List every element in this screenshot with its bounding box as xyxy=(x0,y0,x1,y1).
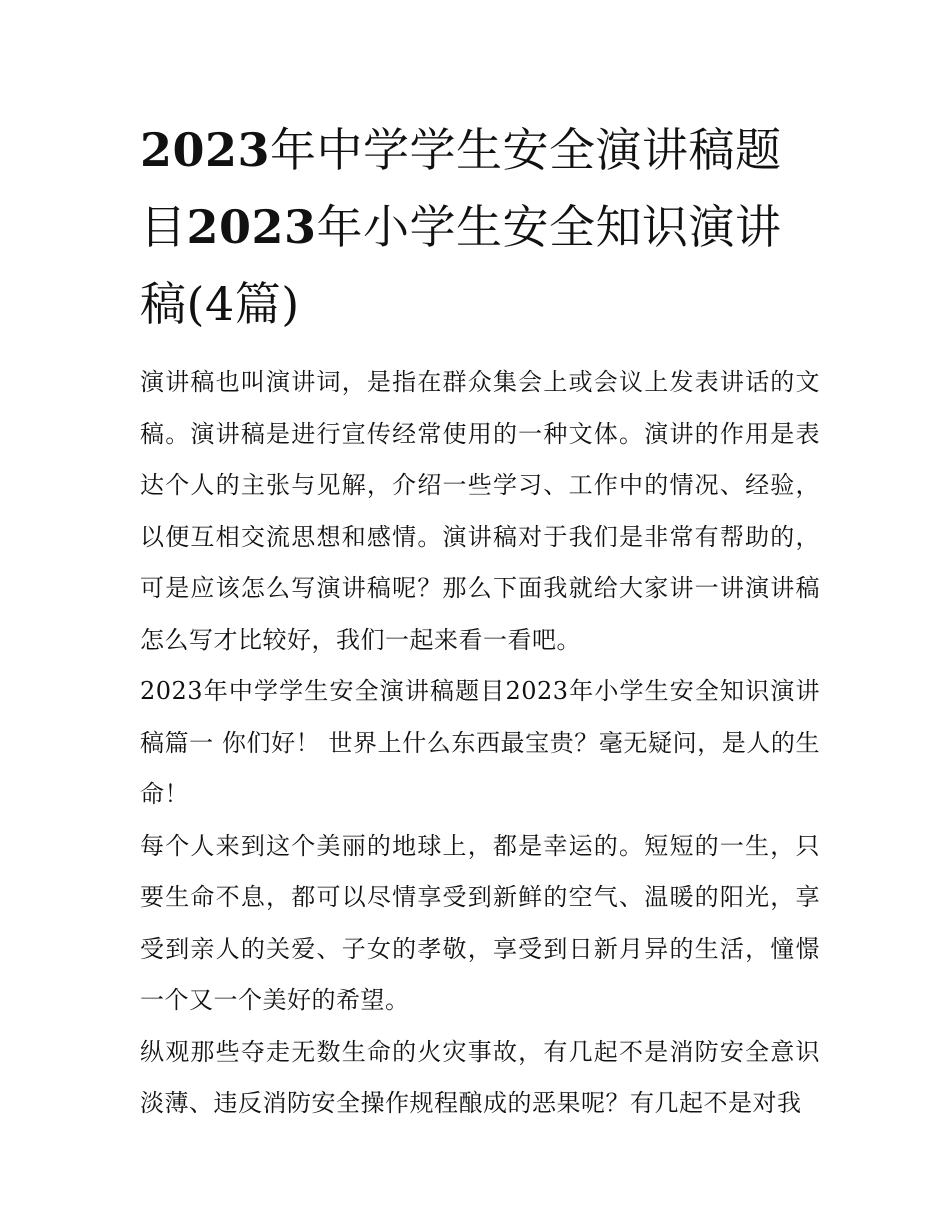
body-paragraph-2: 纵观那些夺走无数生命的火灾事故，有几起不是消防安全意识淡薄、违反消防安全操作规程酿成的恶果呢？有几起不是对我 xyxy=(140,1037,820,1117)
document-page xyxy=(140,112,820,1130)
intro-paragraph: 演讲稿也叫演讲词，是指在群众集会上或会议上发表讲话的文稿。演讲稿是进行宣传经常使用的一种文体。演讲的作用是表达个人的主张与见解，介绍一些学习、工作中的情况、经验，以便互相交流思想和感情。演讲稿对于我们是非常有帮助的，可是应该怎么写演讲稿呢？那么下面我就给大家讲一讲演讲稿怎么写才比较好，我们一起来看一看吧。 xyxy=(140,368,820,654)
title-year-2: 2023 xyxy=(186,200,317,254)
section-heading-paragraph: 2023年中学学生安全演讲稿题目2023年小学生安全知识演讲稿篇一 你们好！ 世界上什么东西最宝贵？毫无疑问，是人的生命！ xyxy=(140,677,820,808)
title-text-2: 年小学生安全知识演讲稿(4篇) xyxy=(140,200,782,331)
body-paragraph-1: 每个人来到这个美丽的地球上，都是幸运的。短短的一生，只要生命不息，都可以尽情享受到新鲜的空气、温暖的阳光，享受到亲人的关爱、子女的孝敬，享受到日新月异的生活，憧憬一个又一个美好的希望。 xyxy=(140,831,820,1014)
document-title xyxy=(140,112,820,343)
title-text-1: 年中学学生安全演讲稿题目 xyxy=(140,123,782,254)
title-year-1: 2023 xyxy=(140,123,271,177)
